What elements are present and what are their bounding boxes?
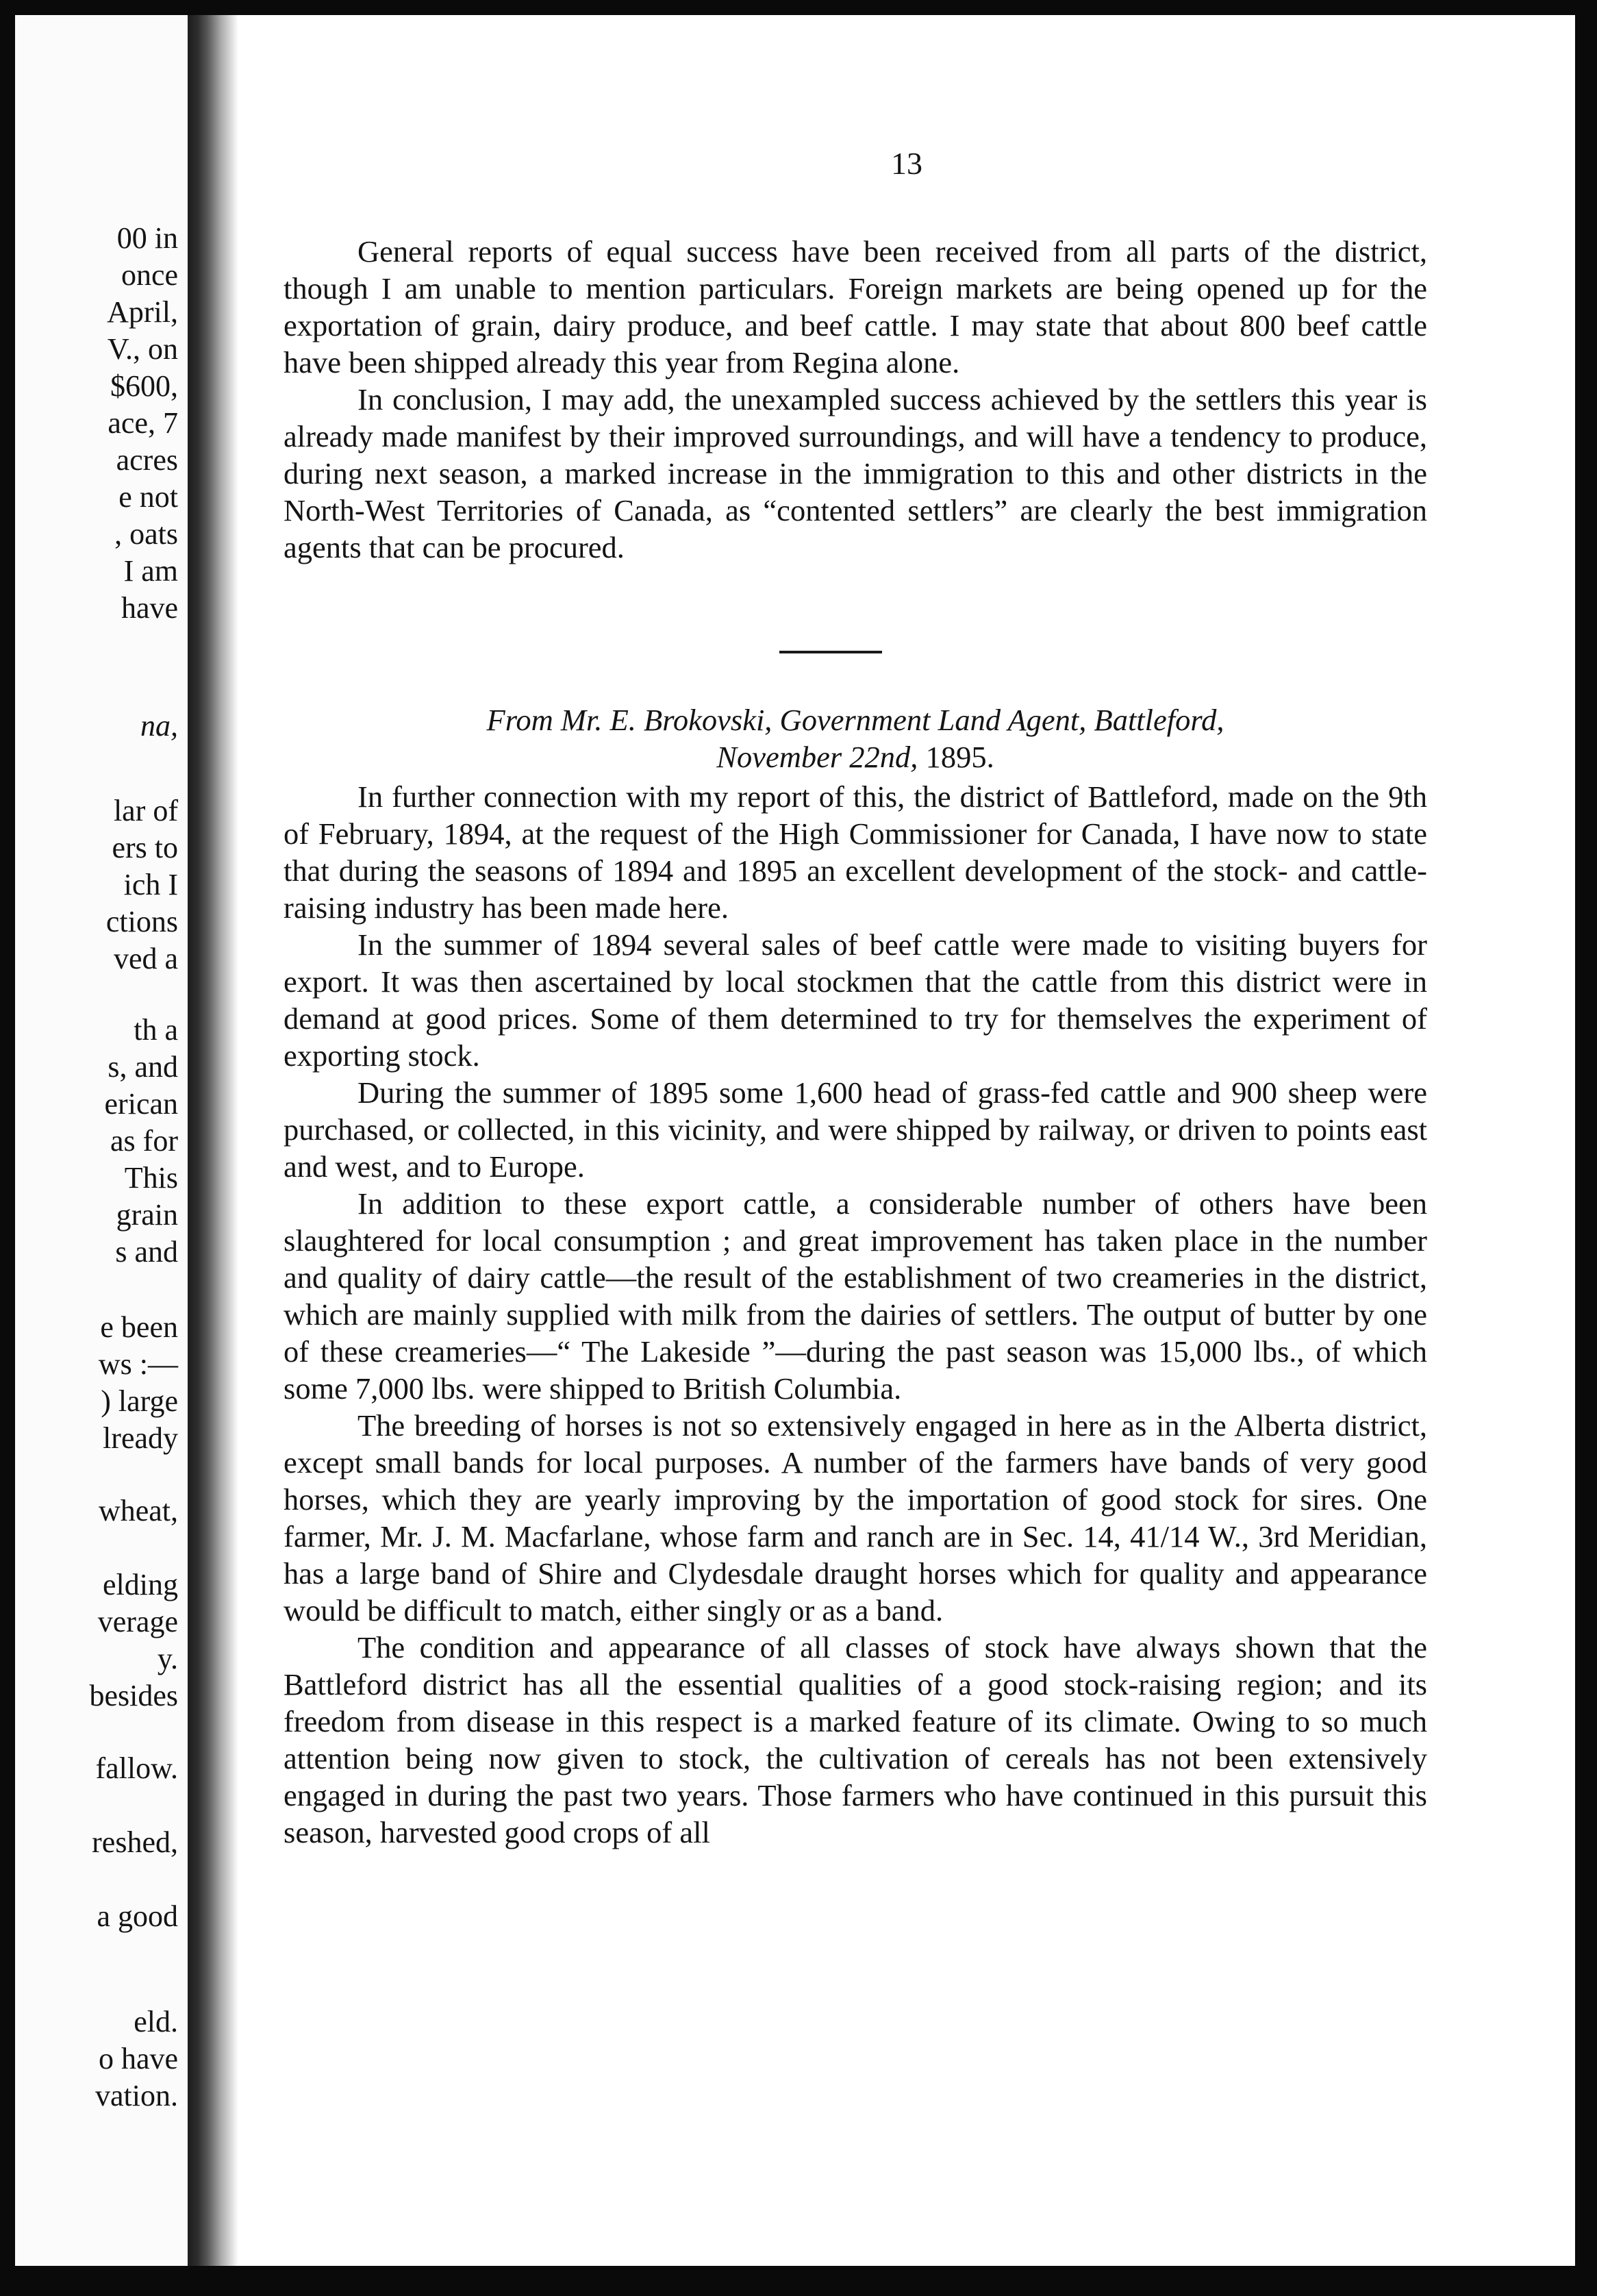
facing-page-line: V., on (107, 332, 178, 366)
facing-page-line: na, (140, 709, 178, 743)
facing-page-line: ws :— (98, 1347, 178, 1381)
facing-page-line: 00 in (116, 221, 178, 255)
facing-page-line: e not (118, 480, 178, 514)
letter-year: 1895. (918, 740, 994, 774)
facing-page-line: reshed, (92, 1825, 178, 1859)
facing-page-line: o have (98, 2042, 178, 2075)
facing-page-line: lready (103, 1421, 178, 1455)
facing-page-line: ctions (105, 905, 178, 938)
facing-page-line: grain (116, 1198, 178, 1232)
facing-page-line: elding (103, 1568, 178, 1601)
facing-page-line: fallow. (95, 1751, 178, 1785)
facing-page-line: have (121, 591, 178, 625)
facing-page-fragment (15, 15, 188, 2266)
facing-page-line: acres (116, 443, 178, 477)
letter-heading-line2 (284, 738, 1427, 775)
page-number: 13 (891, 146, 922, 181)
paragraph-summer-1895: During the summer of 1895 some 1,600 head of grass-fed cattle and 900 sheep were purchased, or collected, in this vicinity, and were shipped by railway, or driven to points east and west, and to Europe. (284, 1075, 1427, 1184)
facing-page-line: e been (100, 1310, 178, 1344)
paragraph-summer-1894: In the summer of 1894 several sales of beef cattle were made to visiting buyers for export. It was then ascertained by local stockmen that the cattle from this district were in demand at good prices. Some of them determined to try for themselves the experiment of exporting stock. (284, 927, 1427, 1073)
paragraph-general-reports: General reports of equal success have been received from all parts of the district, though I am unable to mention particulars. Foreign markets are being opened up for the exportation of grain, dairy produce, and beef cattle. I may state that about 800 beef cattle have been shipped already this year from Regina alone. (284, 234, 1427, 379)
facing-page-line: ved a (113, 942, 178, 975)
facing-page-line: s, and (108, 1050, 178, 1084)
intro-text-block (284, 233, 1427, 566)
binding-gutter (188, 15, 238, 2266)
facing-page-line: y. (157, 1642, 178, 1675)
facing-page-line: ers to (112, 831, 178, 864)
facing-page-line: wheat, (98, 1494, 178, 1527)
paragraph-horses: The breeding of horses is not so extensively engaged in here as in the Alberta district, except small bands for local purposes. A number of the farmers have bands of very good horses, which they are yearly improving by the importation of good stock for sires. One farmer, Mr. J. M. Macfarlane, whose farm and ranch are in Sec. 14, 41/14 W., 3rd Meridian, has a large band of Shire and Clydesdale draught horses which for quality and appearance would be difficult to match, either singly or as a band. (284, 1408, 1427, 1627)
facing-page-line: I am (123, 554, 178, 588)
facing-page-line: This (124, 1161, 178, 1195)
facing-page-line: ) large (101, 1384, 178, 1418)
letter-heading (284, 701, 1427, 775)
facing-page-line: once (121, 258, 178, 292)
facing-page-line: ich I (123, 868, 178, 901)
facing-page-line: verage (97, 1605, 178, 1638)
letter-heading-line1: From Mr. E. Brokovski, Government Land Agent, Battleford, (486, 703, 1224, 737)
facing-page-line: eld. (134, 2005, 178, 2038)
paragraph-stock-condition: The condition and appearance of all classes of stock have always shown that the Battleford district has all the essential qualities of a good stock-raising region; and its freedom from disease in this respect is a marked feature of its climate. Owing to so much attention being now given to stock, the cultivation of cereals has not been extensively engaged in during the past two years. Those farmers who have continued in this pursuit this season, harvested good crops of all (284, 1630, 1427, 1849)
facing-page-line: lar of (113, 794, 178, 827)
paragraph-conclusion: In conclusion, I may add, the unexampled success achieved by the settlers this year is already made manifest by their improved surroundings, and will have a tendency to produce, during next season, a marked increase in the immigration to this and other districts in the North-West Territories of Canada, as “contented settlers” are clearly the best immigration agents that can be procured. (284, 382, 1427, 564)
facing-page-line: , oats (114, 517, 178, 551)
facing-page-line: as for (110, 1124, 178, 1158)
facing-page-line: a good (97, 1899, 178, 1933)
facing-page-line: ace, 7 (108, 406, 178, 440)
document-page (238, 15, 1575, 2266)
facing-page-line: besides (89, 1679, 178, 1712)
facing-page-line: erican (104, 1087, 178, 1121)
letter-date: November 22nd, (716, 740, 918, 774)
facing-page-line: vation. (95, 2079, 178, 2112)
facing-page-line: $600, (110, 369, 178, 403)
facing-page-line: April, (107, 295, 178, 329)
facing-page-line: s and (115, 1235, 178, 1269)
section-divider (779, 651, 882, 653)
paragraph-further-connection: In further connection with my report of this, the district of Battleford, made on the 9th of February, 1894, at the request of the High Commissioner for Canada, I have now to state that during the seasons of 1894 and 1895 an excellent development of the stock- and cattle-raising industry has been made here. (284, 779, 1427, 925)
letter-text-block (284, 778, 1427, 1851)
facing-page-line: th a (134, 1013, 178, 1047)
paragraph-export-cattle: In addition to these export cattle, a considerable number of others have been slaughtered for local consumption ; and great improvement has taken place in the number and quality of dairy cattle—the result of the establishment of two creameries in the district, which are mainly supplied with milk from the dairies of settlers. The output of butter by one of these creameries—“ The Lakeside ”—during the past season was 15,000 lbs., of which some 7,000 lbs. were shipped to British Columbia. (284, 1186, 1427, 1406)
